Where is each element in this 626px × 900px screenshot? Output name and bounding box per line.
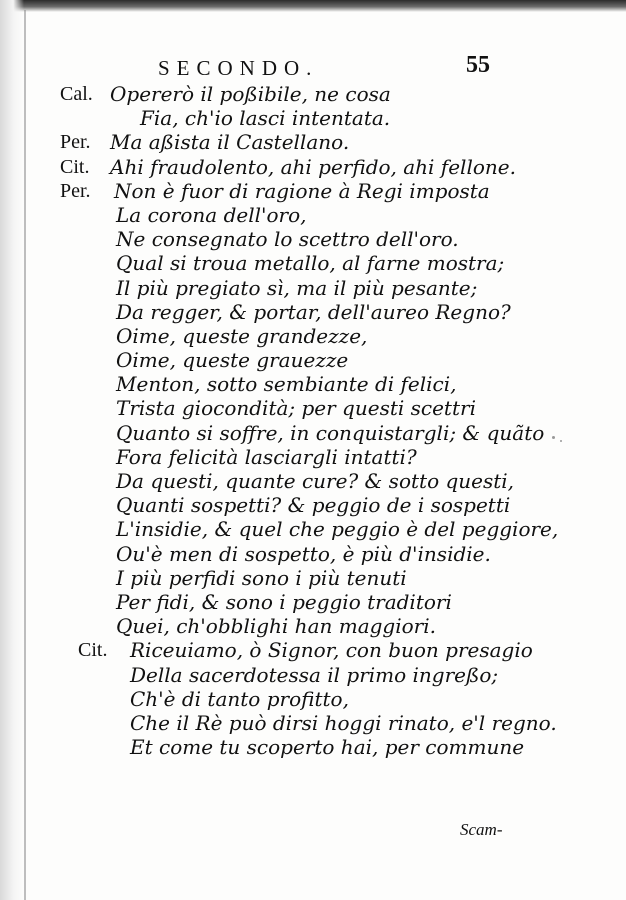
verse-line [0,421,626,445]
verse-line [0,348,626,372]
verse-text-line: Oime, queste grauezze [116,348,349,373]
speaker-label: Cal. [60,83,93,105]
verse-text-line: Opererò il poßibile, ne cosa [110,82,391,106]
verse-text-line: Quanto si soffre, in conquistargli; & quãto [116,420,545,445]
verse-text [0,82,626,759]
verse-line [0,396,626,420]
verse-text-line: Trista giocondità; per questi scettri [116,396,476,421]
verse-line [0,542,626,566]
verse-line [0,445,626,469]
verse-line [0,203,626,227]
verse-line [0,179,626,203]
verse-text-line: Oime, queste grandezze, [116,323,368,348]
verse-line [0,251,626,275]
verse-line [0,130,626,154]
verse-line [0,469,626,493]
verse-text-line: Fora felicità lasciargli intatti? [116,444,417,469]
verse-line [0,276,626,300]
verse-text-line: Ahi fraudolento, ahi perfido, ahi fellone. [110,154,516,179]
verse-text-line: Ch'è di tanto profitto, [130,686,349,711]
verse-line [0,372,626,396]
verse-text-line: Per fidi, & sono i peggio traditori [116,589,452,614]
verse-line [0,663,626,687]
verse-text-line: Quanti sospetti? & peggio de i sospetti [116,493,511,518]
running-head: SECONDO. [158,56,319,80]
verse-line [0,517,626,541]
verse-line [0,300,626,324]
verse-line [0,82,626,106]
ink-speck [552,436,555,439]
verse-line [0,227,626,251]
verse-line [0,106,626,130]
verse-text-line: Da questi, quante cure? & sotto questi, [116,469,515,493]
verse-line [0,638,626,662]
verse-text-line: Et come tu scoperto hai, per commune [130,735,525,760]
verse-text-line: Fia, ch'io lasci intentata. [140,106,391,131]
verse-line [0,687,626,711]
verse-line [0,614,626,638]
speaker-label: Cit. [60,155,90,178]
speaker-label: Cit. [78,639,108,662]
speaker-label: Per. [60,131,91,154]
verse-text-line: Quei, ch'obblighi han maggiori. [116,614,436,639]
verse-text-line: Il più pregiato sì, ma il più pesante; [116,275,478,300]
verse-line [0,155,626,179]
page-number: 55 [466,52,490,78]
verse-text-line: Menton, sotto sembiante di felici, [116,372,457,397]
verse-text-line: Della sacerdotessa il primo ingreßo; [130,662,499,687]
verse-text-line: La corona dell'oro, [116,202,307,227]
verse-line [0,324,626,348]
verse-text-line: Che il Rè può dirsi hoggi rinato, e'l regno. [130,710,557,735]
catchword: Scam- [460,820,503,839]
verse-text-line: Ma aßista il Castellano. [110,130,350,155]
verse-line [0,493,626,517]
verse-line [0,711,626,735]
page-top-edge [0,0,626,12]
verse-line [0,566,626,590]
verse-text-line: Ou'è men di sospetto, è più d'insidie. [116,541,491,566]
speaker-label: Per. [60,179,91,202]
ink-speck [560,440,562,442]
verse-text-line: Qual si troua metallo, al farne mostra; [116,251,505,276]
verse-text-line: Da regger, & portar, dell'aureo Regno? [116,299,511,324]
verse-line [0,735,626,759]
verse-text-line: Ne consegnato lo scettro dell'oro. [116,227,459,252]
verse-text-line: Non è fuor di ragione à Regi imposta [114,178,490,203]
verse-text-line: L'insidie, & quel che peggio è del peggiore, [116,517,559,542]
verse-text-line: Riceuiamo, ò Signor, con buon presagio [130,638,533,663]
verse-line [0,590,626,614]
verse-text-line: I più perfidi sono i più tenuti [116,565,407,590]
